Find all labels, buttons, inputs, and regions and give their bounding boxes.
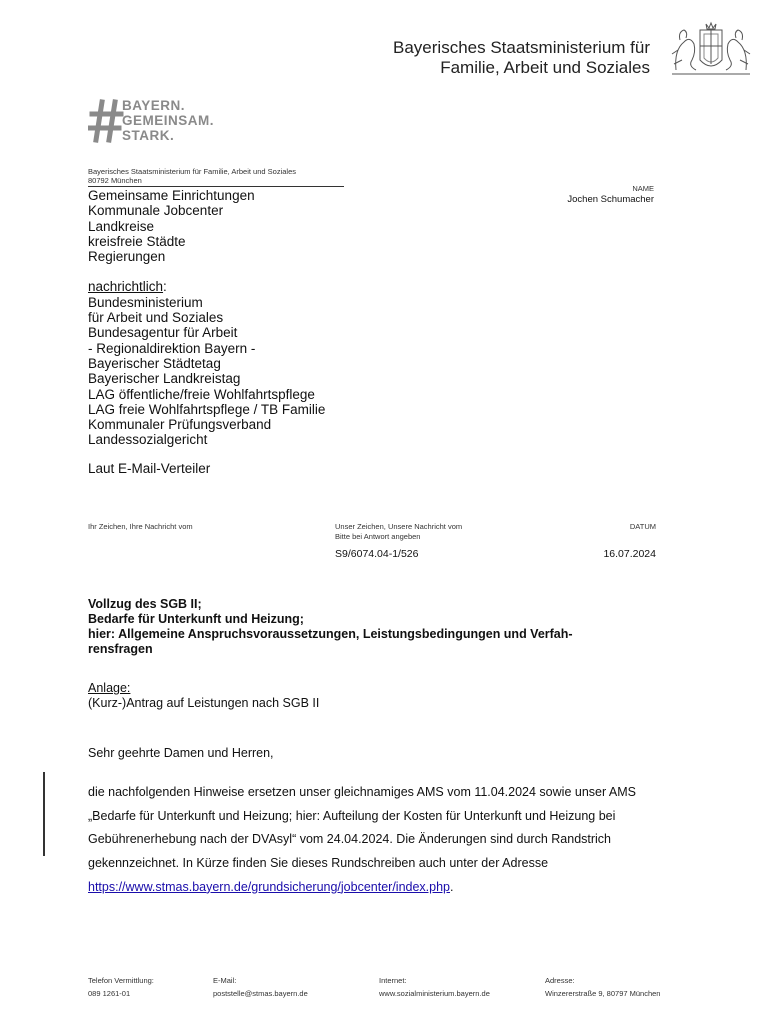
rundschreiben-link[interactable]: https://www.stmas.bayern.de/grundsicherung/jobcenter/index.php: [88, 879, 451, 894]
cc-line: für Arbeit und Soziales: [88, 310, 224, 326]
change-marker-bar: [43, 772, 45, 856]
logo-line1: BAYERN.: [122, 98, 186, 113]
attachment-label: Anlage:: [88, 681, 131, 695]
cc-line: Bayerischer Städtetag: [88, 355, 221, 371]
footer-phone-label: Telefon Vermittlung:: [88, 976, 154, 985]
subject-line: Vollzug des SGB II;: [88, 597, 202, 611]
recipient-line: Landkreise: [88, 218, 155, 234]
cc-line: Bundesministerium: [88, 294, 203, 310]
cc-heading: nachrichtlich:: [88, 279, 167, 295]
cc-line: Bayerischer Landkreistag: [88, 371, 241, 387]
bavarian-coat-of-arms-icon: [666, 20, 756, 78]
footer-web-value: www.sozialministerium.bayern.de: [379, 989, 490, 998]
your-reference-label: Ihr Zeichen, Ihre Nachricht vom: [88, 522, 193, 531]
name-value: Jochen Schumacher: [567, 194, 654, 205]
recipient-line: kreisfreie Städte: [88, 233, 186, 249]
subject: [88, 597, 658, 657]
cc-line: Kommunaler Prüfungsverband: [88, 417, 272, 433]
body-paragraph: [88, 781, 660, 900]
name-label: NAME: [632, 184, 654, 193]
sender-address: [88, 167, 344, 187]
sender-line1: Bayerisches Staatsministerium für Familie, Arbeit und Soziales: [88, 167, 297, 176]
cc-line: Landessozialgericht: [88, 432, 208, 448]
body-text-end: .: [450, 879, 454, 894]
salutation: Sehr geehrte Damen und Herren,: [88, 746, 274, 760]
date-label: DATUM: [629, 522, 656, 531]
footer-email-value: poststelle@stmas.bayern.de: [213, 989, 308, 998]
footer-address-label: Adresse:: [545, 976, 575, 985]
subject-line: hier: Allgemeine Anspruchsvoraussetzungen, Leistungsbedingungen und Verfah-: [88, 627, 573, 641]
our-reference-label: [335, 522, 462, 542]
footer-email-label: E-Mail:: [213, 976, 237, 985]
recipient-block: [88, 188, 325, 476]
attachment: [88, 681, 319, 711]
recipient-line: Kommunale Jobcenter: [88, 203, 224, 219]
sender-line2: 80792 München: [88, 176, 142, 185]
ministry-name-line1: Bayerisches Staatsministerium für: [393, 38, 650, 57]
logo-line3: STARK.: [122, 128, 175, 143]
attachment-value: (Kurz-)Antrag auf Leistungen nach SGB II: [88, 696, 320, 710]
cc-line: Bundesagentur für Arbeit: [88, 325, 238, 341]
subject-line: rensfragen: [88, 642, 153, 656]
our-reference-hint: Bitte bei Antwort angeben: [335, 532, 421, 541]
body-text: die nachfolgenden Hinweise ersetzen unser gleichnamiges AMS vom 11.04.2024 sowie unser AMS „Bedarfe für Unterkunft und Heizung; hier: Aufteilung der Kosten für Unterkunft und Heizung bei Gebührenerhebung nach der DVAsyl“ vom 24.04.2024. Die Änderungen sind durch Randstrich gekennzeichnet. In Kürze finden Sie dieses Rundschreiben auch unter der Adresse: [88, 785, 637, 871]
date-value: 16.07.2024: [603, 548, 656, 560]
footer-web-label: Internet:: [379, 976, 407, 985]
our-reference-value: S9/6074.04-1/526: [335, 548, 419, 560]
cc-line: LAG freie Wohlfahrtspflege / TB Familie: [88, 401, 326, 417]
subject-line: Bedarfe für Unterkunft und Heizung;: [88, 612, 304, 626]
ministry-name-line2: Familie, Arbeit und Soziales: [440, 58, 650, 77]
ministry-name: [393, 38, 650, 78]
distribution-note: Laut E-Mail-Verteiler: [88, 460, 211, 476]
footer-address-value: Winzererstraße 9, 80797 München: [545, 989, 661, 998]
cc-line: - Regionaldirektion Bayern -: [88, 340, 256, 356]
recipient-line: Gemeinsame Einrichtungen: [88, 188, 255, 203]
logo-line2: GEMEINSAM.: [122, 113, 215, 128]
recipient-line: Regierungen: [88, 249, 166, 265]
cc-label: nachrichtlich: [88, 279, 164, 295]
logo-wordmark: [122, 98, 214, 143]
footer-phone-value: 089 1261-01: [88, 989, 131, 998]
our-reference-label-text: Unser Zeichen, Unsere Nachricht vom: [335, 522, 463, 531]
cc-line: LAG öffentliche/freie Wohlfahrtspflege: [88, 386, 315, 402]
